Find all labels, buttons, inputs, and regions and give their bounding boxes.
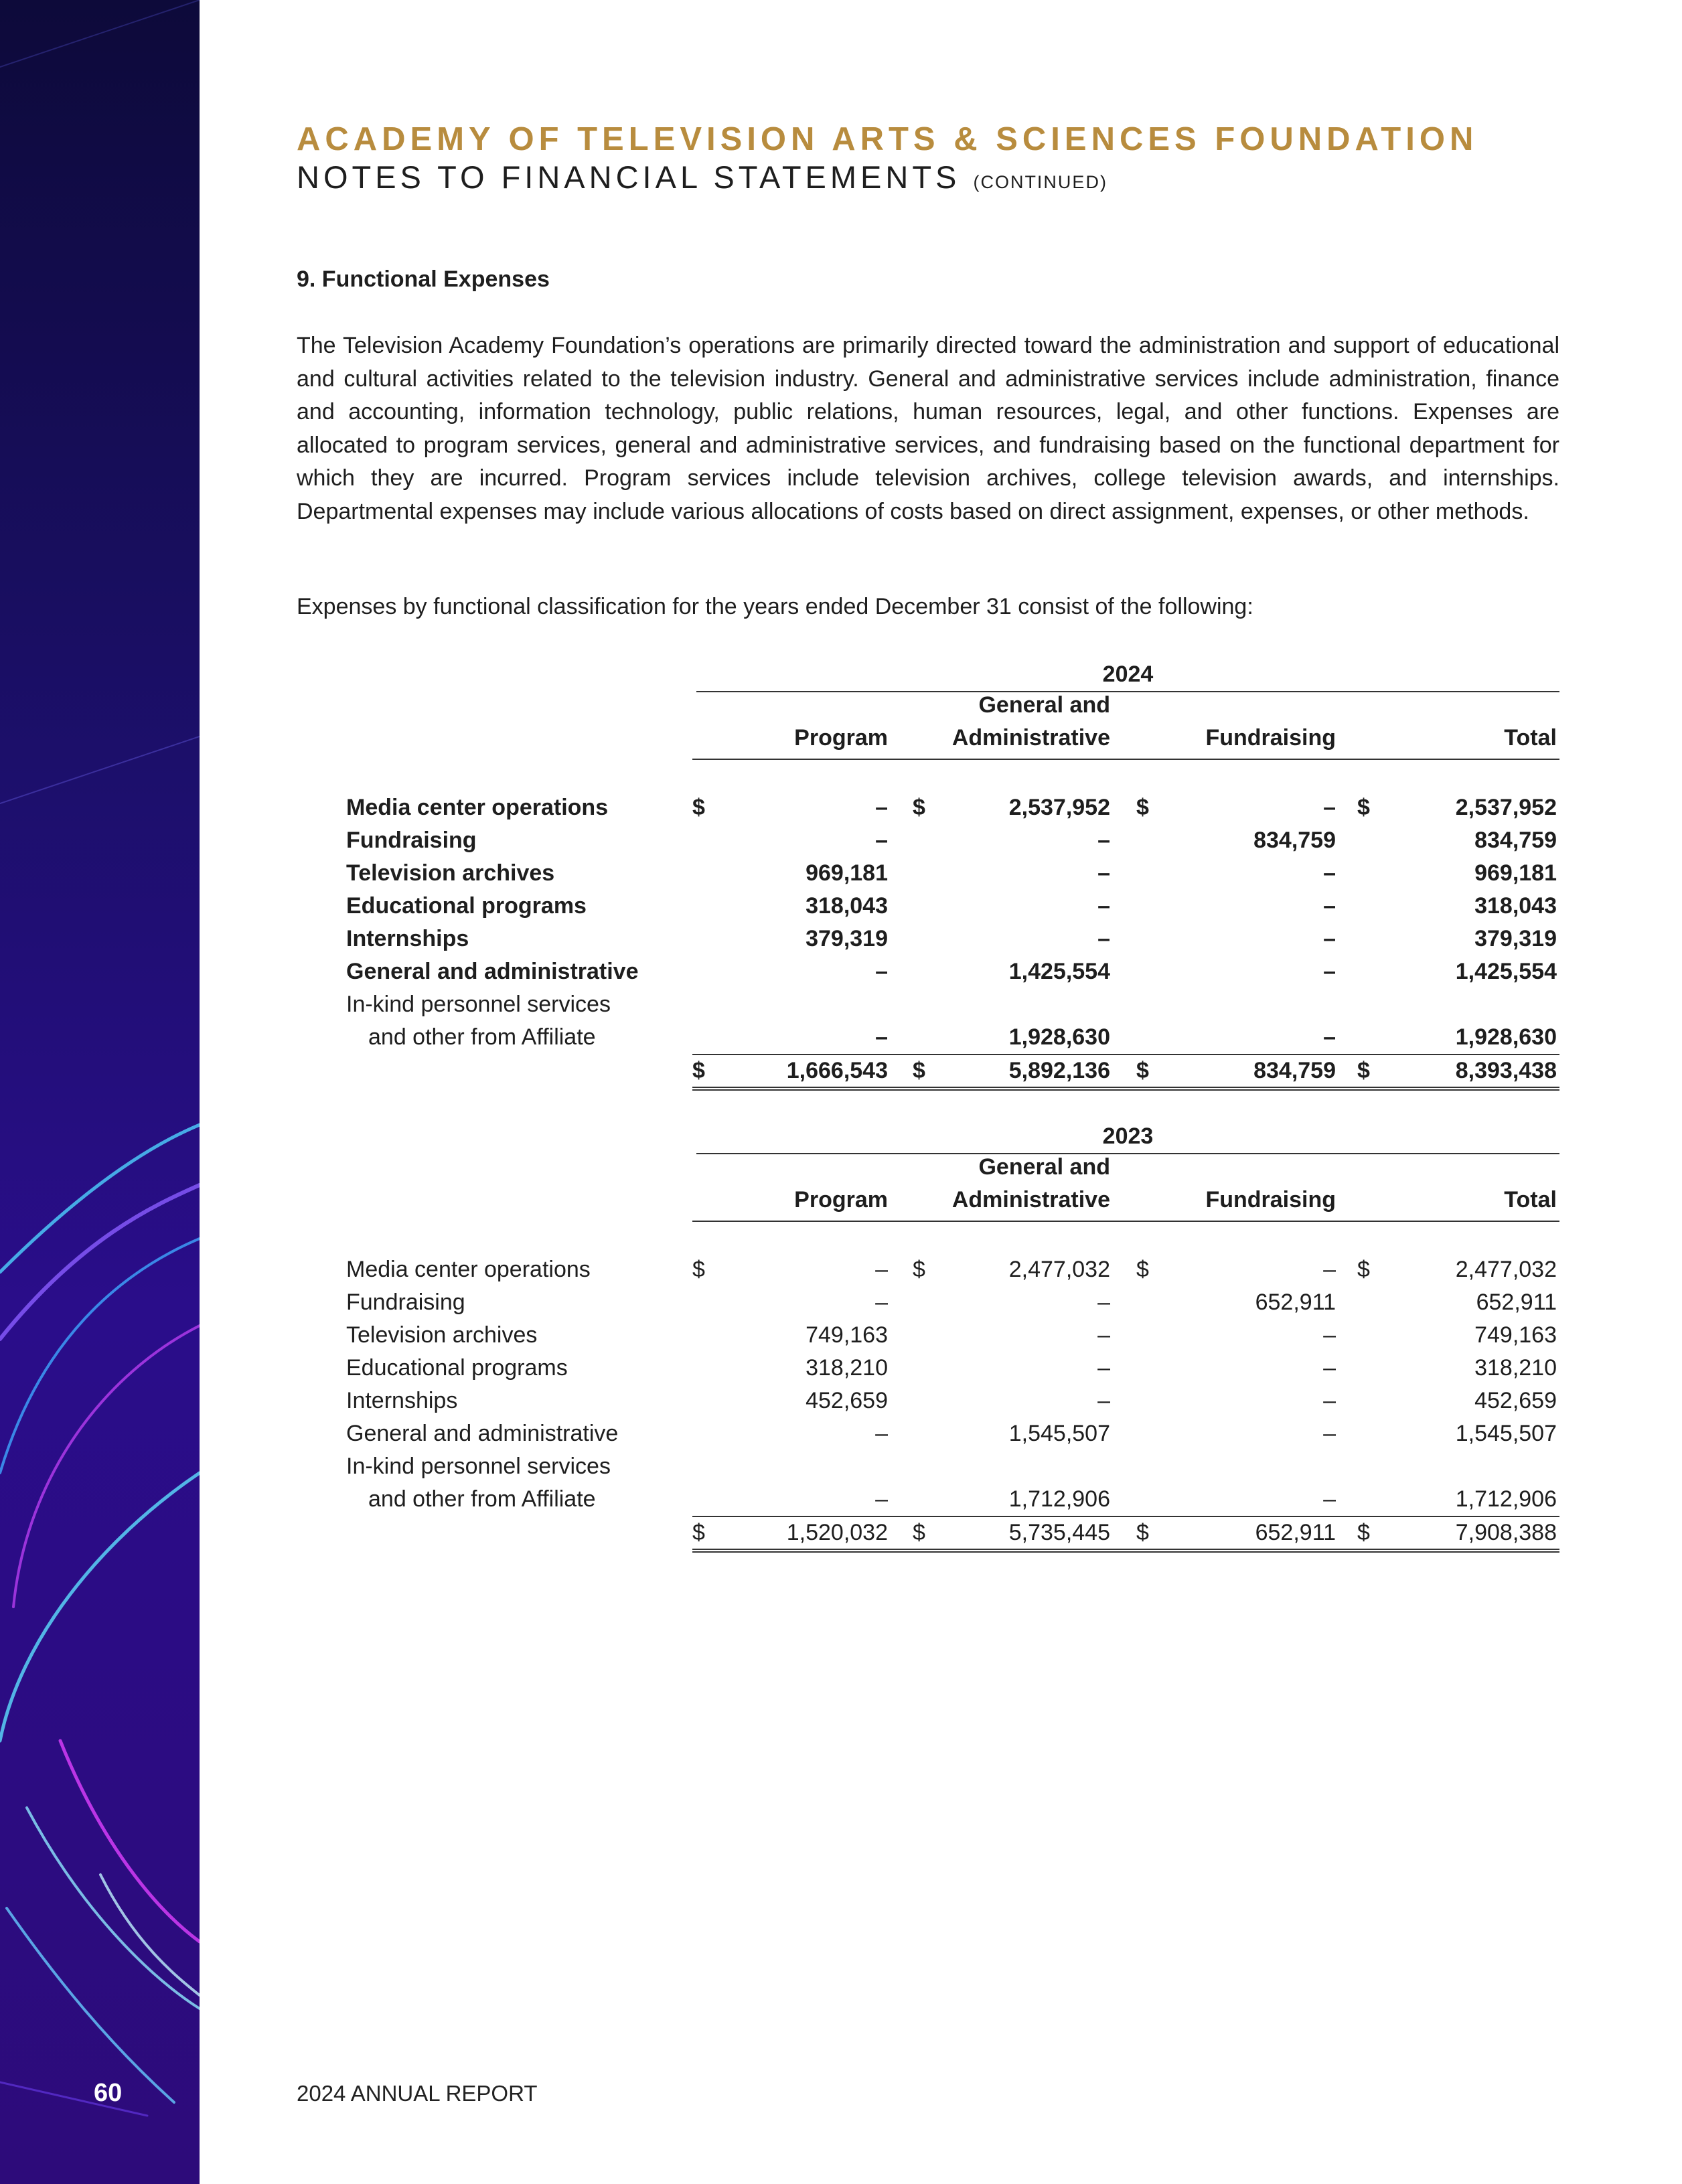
total-value: 8,393,438 (1455, 1058, 1557, 1083)
col-ga-line2: Administrative (951, 1187, 1110, 1213)
value-cell (692, 1253, 888, 1286)
value-cell (1357, 824, 1557, 857)
total-value: 7,908,388 (1455, 1520, 1557, 1545)
table-row (0, 824, 1682, 857)
currency-symbol: $ (1357, 795, 1370, 820)
cell-value: 2,477,032 (1455, 1257, 1557, 1282)
cell-value: 1,545,507 (1455, 1421, 1557, 1446)
value-cell (692, 1385, 888, 1417)
value-cell (1136, 1286, 1336, 1319)
value-cell (1357, 1253, 1557, 1286)
table-row (0, 923, 1682, 955)
cell-value: – (1323, 1421, 1336, 1446)
cell-value: 969,181 (806, 860, 888, 886)
value-cell (692, 1319, 888, 1352)
total-value: 5,892,136 (1008, 1058, 1110, 1083)
value-cell (1357, 923, 1557, 955)
value-cell (692, 824, 888, 857)
cell-value: – (1097, 828, 1110, 853)
currency-symbol: $ (1357, 1058, 1370, 1083)
row-label: Educational programs (346, 1355, 568, 1381)
total-row (692, 1516, 1559, 1553)
value-cell (1136, 1352, 1336, 1385)
value-cell (692, 923, 888, 955)
currency-symbol: $ (1136, 1520, 1149, 1545)
cell-value: – (1323, 1388, 1336, 1413)
col-program: Program (794, 1187, 888, 1213)
value-cell (692, 955, 888, 988)
value-cell (692, 857, 888, 890)
col-ga-line2: Administrative (951, 725, 1110, 751)
col-ga-line1: General and (978, 1154, 1110, 1180)
value-cell (1357, 857, 1557, 890)
currency-symbol: $ (692, 795, 705, 820)
cell-value: 749,163 (806, 1322, 888, 1348)
value-cell (913, 824, 1110, 857)
table-row (0, 1385, 1682, 1417)
value-cell (913, 923, 1110, 955)
column-headers (692, 693, 1559, 760)
total-cell (1357, 1517, 1557, 1549)
value-cell (1136, 791, 1336, 824)
col-fundraising: Fundraising (1205, 725, 1336, 751)
cell-value: – (875, 828, 888, 853)
value-cell (1136, 1385, 1336, 1417)
col-fundraising: Fundraising (1205, 1187, 1336, 1213)
light-streaks-graphic (0, 0, 200, 2184)
cell-value: – (1323, 926, 1336, 951)
total-cell (913, 1055, 1110, 1087)
table-row (0, 890, 1682, 923)
value-cell (1136, 955, 1336, 988)
total-value: 5,735,445 (1008, 1520, 1110, 1545)
table-year: 2023 (696, 1121, 1559, 1154)
cell-value: – (1323, 1355, 1336, 1381)
row-label: General and administrative (346, 959, 639, 984)
total-value: 1,520,032 (786, 1520, 888, 1545)
value-cell (692, 791, 888, 824)
cell-value: – (1323, 1257, 1336, 1282)
currency-symbol: $ (1357, 1520, 1370, 1545)
value-cell (1357, 890, 1557, 923)
cell-value: – (1323, 1024, 1336, 1050)
cell-value: – (1323, 1322, 1336, 1348)
table-row-continued (0, 988, 1682, 1021)
value-cell (692, 890, 888, 923)
row-label: Media center operations (346, 1257, 591, 1282)
row-label: Internships (346, 926, 469, 951)
col-total: Total (1504, 1187, 1557, 1213)
cell-value: – (875, 1290, 888, 1315)
value-cell (1357, 955, 1557, 988)
table-row (0, 1253, 1682, 1286)
value-cell (1357, 1417, 1557, 1450)
table-row (0, 955, 1682, 988)
row-label: Television archives (346, 1322, 538, 1348)
cell-value: 318,043 (1474, 893, 1557, 919)
row-label: and other from Affiliate (368, 1024, 596, 1050)
organization-title: ACADEMY OF TELEVISION ARTS & SCIENCES FOUNDATION (297, 121, 1478, 157)
cell-value: 1,712,906 (1008, 1486, 1110, 1512)
total-value: 652,911 (1255, 1520, 1336, 1545)
subtitle-text: NOTES TO FINANCIAL STATEMENTS (297, 159, 961, 195)
row-label: and other from Affiliate (368, 1486, 596, 1512)
cell-value: 1,425,554 (1455, 959, 1557, 984)
row-label: In-kind personnel services (346, 992, 611, 1017)
cell-value: 652,911 (1476, 1290, 1557, 1315)
total-row (692, 1054, 1559, 1091)
continued-label: (CONTINUED) (973, 172, 1107, 192)
value-cell (913, 955, 1110, 988)
cell-value: 379,319 (1474, 926, 1557, 951)
table-row-label (0, 1021, 1682, 1054)
table-row (0, 1319, 1682, 1352)
cell-value: – (1323, 893, 1336, 919)
currency-symbol: $ (913, 1058, 925, 1083)
cell-value: – (875, 1486, 888, 1512)
value-cell (1136, 1319, 1336, 1352)
value-cell (1136, 1417, 1336, 1450)
cell-value: – (1323, 959, 1336, 984)
table-year: 2024 (696, 659, 1559, 692)
value-cell (1136, 890, 1336, 923)
cell-value: 1,545,507 (1008, 1421, 1110, 1446)
table-row (0, 1417, 1682, 1450)
row-label: Internships (346, 1388, 458, 1413)
cell-value: – (1097, 926, 1110, 951)
cell-value: 2,537,952 (1455, 795, 1557, 820)
value-cell (692, 1286, 888, 1319)
value-cell (913, 1417, 1110, 1450)
table-row (0, 1352, 1682, 1385)
table-row-label (0, 1483, 1682, 1516)
value-cell (1357, 1352, 1557, 1385)
cell-value: – (875, 1257, 888, 1282)
col-total: Total (1504, 725, 1557, 751)
value-cell (692, 1417, 888, 1450)
currency-symbol: $ (1136, 1058, 1149, 1083)
cell-value: 969,181 (1474, 860, 1557, 886)
value-cell (913, 791, 1110, 824)
value-cell (913, 1319, 1110, 1352)
cell-value: – (1323, 860, 1336, 886)
cell-value: – (875, 795, 888, 820)
currency-symbol: $ (692, 1058, 705, 1083)
cell-value: 1,928,630 (1455, 1024, 1557, 1050)
cell-value: – (1097, 1355, 1110, 1381)
cell-value: – (1097, 860, 1110, 886)
row-label: Fundraising (346, 828, 477, 853)
table-row (0, 791, 1682, 824)
footer-report-title: 2024 ANNUAL REPORT (297, 2081, 538, 2106)
cell-value: – (1097, 893, 1110, 919)
cell-value: 452,659 (806, 1388, 888, 1413)
currency-symbol: $ (913, 1520, 925, 1545)
cell-value: 1,425,554 (1008, 959, 1110, 984)
total-cell (913, 1517, 1110, 1549)
value-cell (1136, 824, 1336, 857)
value-cell (1136, 1253, 1336, 1286)
col-ga-line1: General and (978, 692, 1110, 718)
currency-symbol: $ (1357, 1257, 1370, 1282)
value-cell (692, 1352, 888, 1385)
table-intro: Expenses by functional classification for the years ended December 31 consist of the following: (297, 594, 1253, 619)
cell-value: – (1097, 1290, 1110, 1315)
value-cell (1136, 923, 1336, 955)
cell-value: 749,163 (1474, 1322, 1557, 1348)
row-label: In-kind personnel services (346, 1454, 611, 1479)
row-label: Media center operations (346, 795, 609, 820)
column-headers (692, 1155, 1559, 1222)
currency-symbol: $ (913, 1257, 925, 1282)
cell-value: – (875, 959, 888, 984)
total-cell (1136, 1055, 1336, 1087)
row-label: Television archives (346, 860, 555, 886)
cell-value: 318,043 (806, 893, 888, 919)
cell-value: 1,928,630 (1008, 1024, 1110, 1050)
value-cell (1136, 857, 1336, 890)
cell-value: 318,210 (806, 1355, 888, 1381)
cell-value: – (1097, 1388, 1110, 1413)
row-label: Educational programs (346, 893, 587, 919)
value-cell (1357, 1319, 1557, 1352)
value-cell (1357, 791, 1557, 824)
cell-value: 318,210 (1474, 1355, 1557, 1381)
total-cell (692, 1517, 888, 1549)
cell-value: 379,319 (806, 926, 888, 951)
section-title: 9. Functional Expenses (297, 266, 550, 292)
cell-value: – (1323, 795, 1336, 820)
total-value: 1,666,543 (786, 1058, 888, 1083)
cell-value: – (1097, 1322, 1110, 1348)
cell-value: 2,537,952 (1008, 795, 1110, 820)
cell-value: 452,659 (1474, 1388, 1557, 1413)
cell-value: 1,712,906 (1455, 1486, 1557, 1512)
currency-symbol: $ (913, 795, 925, 820)
value-cell (913, 1286, 1110, 1319)
value-cell (913, 1253, 1110, 1286)
cell-value: – (875, 1421, 888, 1446)
row-label: General and administrative (346, 1421, 619, 1446)
row-label: Fundraising (346, 1290, 465, 1315)
table-row-continued (0, 1450, 1682, 1483)
cell-value: 834,759 (1474, 828, 1557, 853)
body-paragraph: The Television Academy Foundation’s operations are primarily directed toward the administration and support of educational and cultural activities related to the television industry. General and administrative services include administration, finance and accounting, information technology, public relations, human resources, legal, and other functions. Expenses are allocated to program services, general and administrative services, and fundraising based on the functional department for which they are incurred. Program services include television archives, college television awards, and internships. Departmental expenses may include various allocations of costs based on direct assignment, expenses, or other methods. (297, 333, 1559, 524)
decorative-sidebar (0, 0, 200, 2184)
document-subtitle (297, 159, 1107, 196)
total-cell (1357, 1055, 1557, 1087)
cell-value: 652,911 (1255, 1290, 1336, 1315)
cell-value: 834,759 (1253, 828, 1336, 853)
total-cell (1136, 1517, 1336, 1549)
currency-symbol: $ (692, 1520, 705, 1545)
value-cell (1357, 1286, 1557, 1319)
table-row (0, 857, 1682, 890)
value-cell (913, 857, 1110, 890)
total-cell (692, 1055, 888, 1087)
cell-value: – (875, 1024, 888, 1050)
value-cell (1357, 1385, 1557, 1417)
page-number: 60 (94, 2079, 123, 2107)
col-program: Program (794, 725, 888, 751)
cell-value: 2,477,032 (1008, 1257, 1110, 1282)
value-cell (913, 890, 1110, 923)
currency-symbol: $ (692, 1257, 705, 1282)
cell-value: – (1323, 1486, 1336, 1512)
currency-symbol: $ (1136, 795, 1149, 820)
table-row (0, 1286, 1682, 1319)
total-value: 834,759 (1253, 1058, 1336, 1083)
value-cell (913, 1352, 1110, 1385)
value-cell (913, 1385, 1110, 1417)
currency-symbol: $ (1136, 1257, 1149, 1282)
